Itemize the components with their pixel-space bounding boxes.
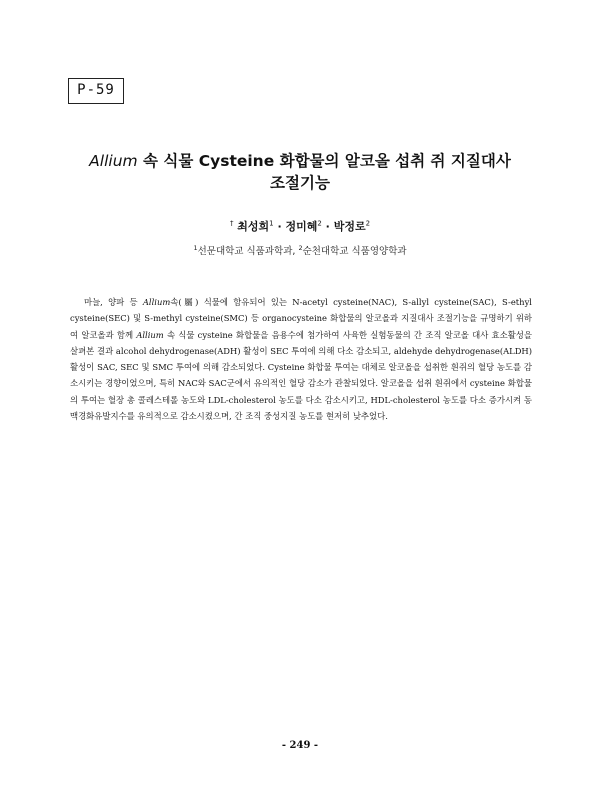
author-2: 정미혜 bbox=[285, 220, 318, 233]
abstract-text-2: 속(屬) 식물에 함유되어 있는 N-acetyl cysteine(NAC), S-allyl cysteine(SAC), S-ethyl cysteine(SEC) 및 S-methyl cysteine(SMC) 등 organocysteine 화합물의 알코올과 지질대사 조절기능을 규명하기 위하여 알코올과 함께 bbox=[70, 297, 532, 340]
abstract-genus-1: Allium bbox=[142, 297, 171, 307]
abstract-text-3: 속 식물 cysteine 화합물을 음용수에 첨가하여 사육한 실험동물의 간 조직 알코올 대사 효소활성을 살펴본 결과 alcohol dehydrogenase(ADH) 활성이 SEC 투여에 의해 다소 감소되고, aldehyde dehydrogenase(ALDH) 활성이 SAC, SEC 및 SMC 투여에 의해 감소되었다. Cysteine 화합물 투여는 대체로 알코올을 섭취한 흰쥐의 혈당 농도를 감소시키는 경향이었으며, 특히 NAC와 SAC군에서 유의적인 혈당 감소가 관찰되었다. 알코올을 섭취 흰쥐에서 cysteine 화합물의 투여는 혈장 총 콜레스테롤 농도와 LDL-cholesterol 농도를 다소 감소시키고, HDL-cholesterol 농도를 다소 증가시켜 동맥경화유발지수를 유의적으로 감소시켰으며, 간 조직 중성지질 농도를 현저히 낮추었다. bbox=[70, 329, 532, 422]
abstract-body bbox=[70, 294, 532, 424]
title-line2: 조절기능 bbox=[270, 174, 330, 192]
affil-1-mark: 1 bbox=[193, 243, 198, 252]
abstract-genus-2: Allium bbox=[136, 329, 164, 340]
page-number: - 249 - bbox=[281, 740, 319, 751]
corresponding-mark: † bbox=[229, 219, 234, 228]
author-3-affil: 2 bbox=[365, 219, 371, 228]
author-1: 최성희 bbox=[237, 220, 270, 233]
affiliations bbox=[40, 243, 560, 257]
author-separator: · bbox=[273, 220, 286, 233]
author-1-affil: 1 bbox=[269, 219, 274, 228]
affiliation-2: 순천대학교 식품영양학과 bbox=[302, 246, 407, 257]
author-separator: · bbox=[321, 220, 334, 233]
title-line1: 속 식물 Cysteine 화합물의 알코올 섭취 쥐 지질대사 bbox=[137, 152, 511, 170]
affil-2-mark: 2 bbox=[298, 243, 303, 252]
paper-title bbox=[40, 150, 560, 194]
abstract-text-1: 마늘, 양파 등 bbox=[84, 297, 143, 307]
author-3: 박정로 bbox=[333, 220, 366, 233]
affiliation-1: 선문대학교 식품과학과, bbox=[197, 246, 299, 257]
poster-number-label: P-59 bbox=[68, 78, 124, 104]
author-2-affil: 2 bbox=[317, 219, 322, 228]
author-list bbox=[40, 218, 560, 234]
title-genus: Allium bbox=[89, 152, 138, 170]
